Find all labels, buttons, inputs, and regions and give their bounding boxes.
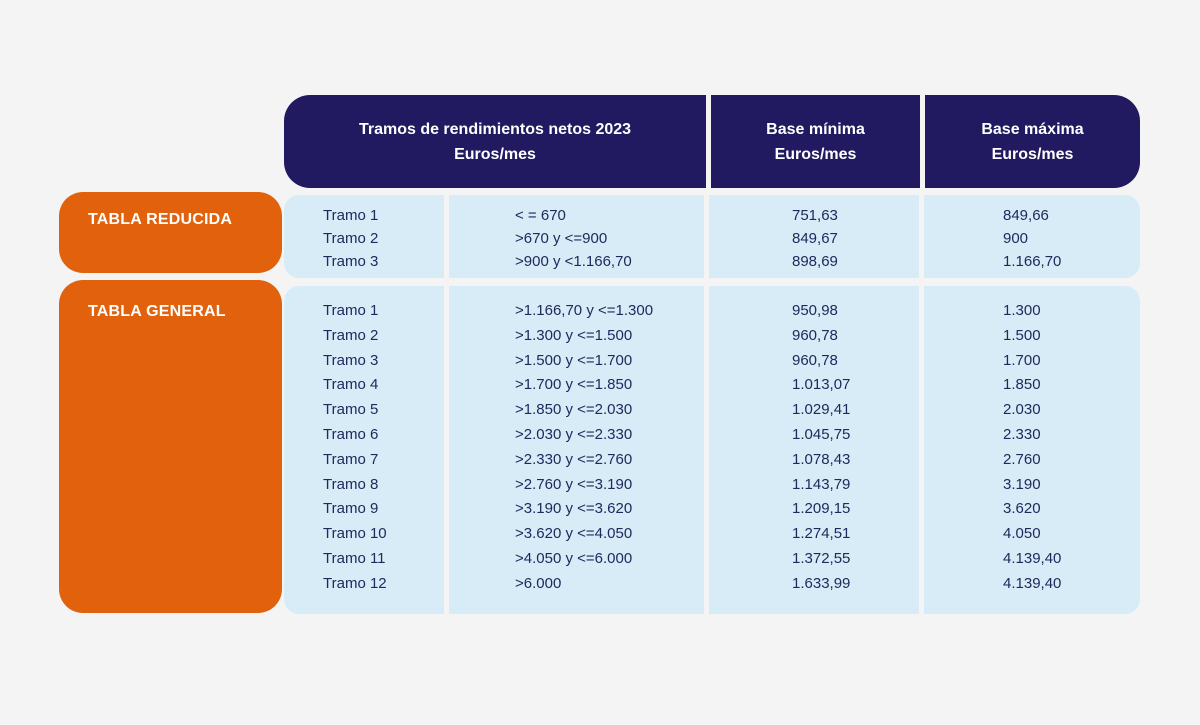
base-maxima-value: 2.030 xyxy=(1003,401,1041,419)
tramo-label: Tramo 11 xyxy=(323,549,386,567)
base-minima-value: 1.372,55 xyxy=(792,549,851,567)
rendimientos-range: >2.330 y <=2.760 xyxy=(515,450,633,468)
rendimientos-range: >2.030 y <=2.330 xyxy=(515,425,633,443)
base-maxima-value: 849,66 xyxy=(1003,207,1049,224)
column-tramo xyxy=(284,286,444,614)
header-base-maxima xyxy=(925,95,1140,188)
rendimientos-range: >900 y <1.166,70 xyxy=(515,253,632,270)
base-maxima-value: 1.166,70 xyxy=(1003,253,1062,270)
rendimientos-range: >6.000 xyxy=(515,574,562,592)
rendimientos-range: < = 670 xyxy=(515,207,566,224)
tabla-general-body xyxy=(284,286,1140,614)
tramo-label: Tramo 2 xyxy=(323,326,379,344)
rendimientos-range: >3.190 y <=3.620 xyxy=(515,500,633,518)
rendimientos-range: >3.620 y <=4.050 xyxy=(515,525,633,543)
column-base-minima xyxy=(709,286,919,614)
base-minima-value: 1.143,79 xyxy=(792,475,851,493)
header-base-maxima-unit: Euros/mes xyxy=(991,145,1074,163)
tramo-label: Tramo 12 xyxy=(323,574,387,592)
header-base-maxima-title: Base máxima xyxy=(981,120,1084,138)
header-base-minima-title: Base mínima xyxy=(766,120,865,138)
rendimientos-range: >1.300 y <=1.500 xyxy=(515,326,633,344)
tramo-label: Tramo 1 xyxy=(323,302,379,319)
base-minima-value: 1.045,75 xyxy=(792,425,851,443)
tramo-label: Tramo 8 xyxy=(323,475,379,493)
base-maxima-value: 900 xyxy=(1003,230,1029,247)
rendimientos-range: >2.760 y <=3.190 xyxy=(515,475,633,493)
header-tramos-rendimientos xyxy=(284,95,706,188)
rendimientos-range: >1.850 y <=2.030 xyxy=(515,401,633,419)
base-maxima-value: 4.139,40 xyxy=(1003,574,1062,592)
base-maxima-value: 1.850 xyxy=(1003,376,1041,394)
base-minima-value: 849,67 xyxy=(792,230,838,247)
rendimientos-range: >1.700 y <=1.850 xyxy=(515,376,633,394)
column-rendimientos-range xyxy=(449,195,704,278)
base-maxima-value: 3.190 xyxy=(1003,475,1041,493)
base-maxima-value: 1.500 xyxy=(1003,326,1041,344)
base-minima-value: 1.209,15 xyxy=(792,500,851,518)
tabla-reducida-body xyxy=(284,195,1140,278)
rendimientos-range: >1.166,70 y <=1.300 xyxy=(515,302,654,319)
base-maxima-value: 4.139,40 xyxy=(1003,549,1062,567)
label-tabla-reducida: TABLA REDUCIDA xyxy=(59,192,282,273)
header-tramos-title: Tramos de rendimientos netos 2023 xyxy=(358,120,632,138)
base-minima-value: 1.274,51 xyxy=(792,525,851,543)
base-maxima-value: 3.620 xyxy=(1003,500,1041,518)
header-base-minima xyxy=(711,95,920,188)
rendimientos-range: >4.050 y <=6.000 xyxy=(515,549,633,567)
base-minima-value: 960,78 xyxy=(792,326,838,344)
tramo-label: Tramo 4 xyxy=(323,376,379,394)
column-base-maxima xyxy=(924,195,1140,278)
header-tramos-unit: Euros/mes xyxy=(454,145,536,163)
base-minima-value: 950,98 xyxy=(792,302,838,319)
base-minima-value: 1.029,41 xyxy=(792,401,851,419)
column-base-maxima xyxy=(924,286,1140,614)
header-base-minima-unit: Euros/mes xyxy=(774,145,857,163)
base-maxima-value: 4.050 xyxy=(1003,525,1041,543)
tramo-label: Tramo 6 xyxy=(323,425,379,443)
label-tabla-general: TABLA GENERAL xyxy=(59,280,282,613)
tramo-label: Tramo 5 xyxy=(323,401,379,419)
tramo-label: Tramo 1 xyxy=(323,207,379,224)
column-tramo xyxy=(284,195,444,278)
base-maxima-value: 1.300 xyxy=(1003,302,1041,319)
tramo-label: Tramo 3 xyxy=(323,351,379,369)
base-minima-value: 1.078,43 xyxy=(792,450,851,468)
tramo-label: Tramo 3 xyxy=(323,253,379,270)
base-maxima-value: 2.330 xyxy=(1003,425,1041,443)
base-minima-value: 1.013,07 xyxy=(792,376,851,394)
base-minima-value: 898,69 xyxy=(792,253,838,270)
tramo-label: Tramo 7 xyxy=(323,450,379,468)
base-maxima-value: 2.760 xyxy=(1003,450,1041,468)
table-header xyxy=(284,95,1140,188)
rendimientos-range: >670 y <=900 xyxy=(515,230,608,247)
base-minima-value: 751,63 xyxy=(792,207,838,224)
column-rendimientos-range xyxy=(449,286,704,614)
base-minima-value: 960,78 xyxy=(792,351,838,369)
base-minima-value: 1.633,99 xyxy=(792,574,851,592)
tramo-label: Tramo 2 xyxy=(323,230,379,247)
tramo-label: Tramo 9 xyxy=(323,500,379,518)
rendimientos-range: >1.500 y <=1.700 xyxy=(515,351,633,369)
base-maxima-value: 1.700 xyxy=(1003,351,1041,369)
tramo-label: Tramo 10 xyxy=(323,525,387,543)
column-base-minima xyxy=(709,195,919,278)
